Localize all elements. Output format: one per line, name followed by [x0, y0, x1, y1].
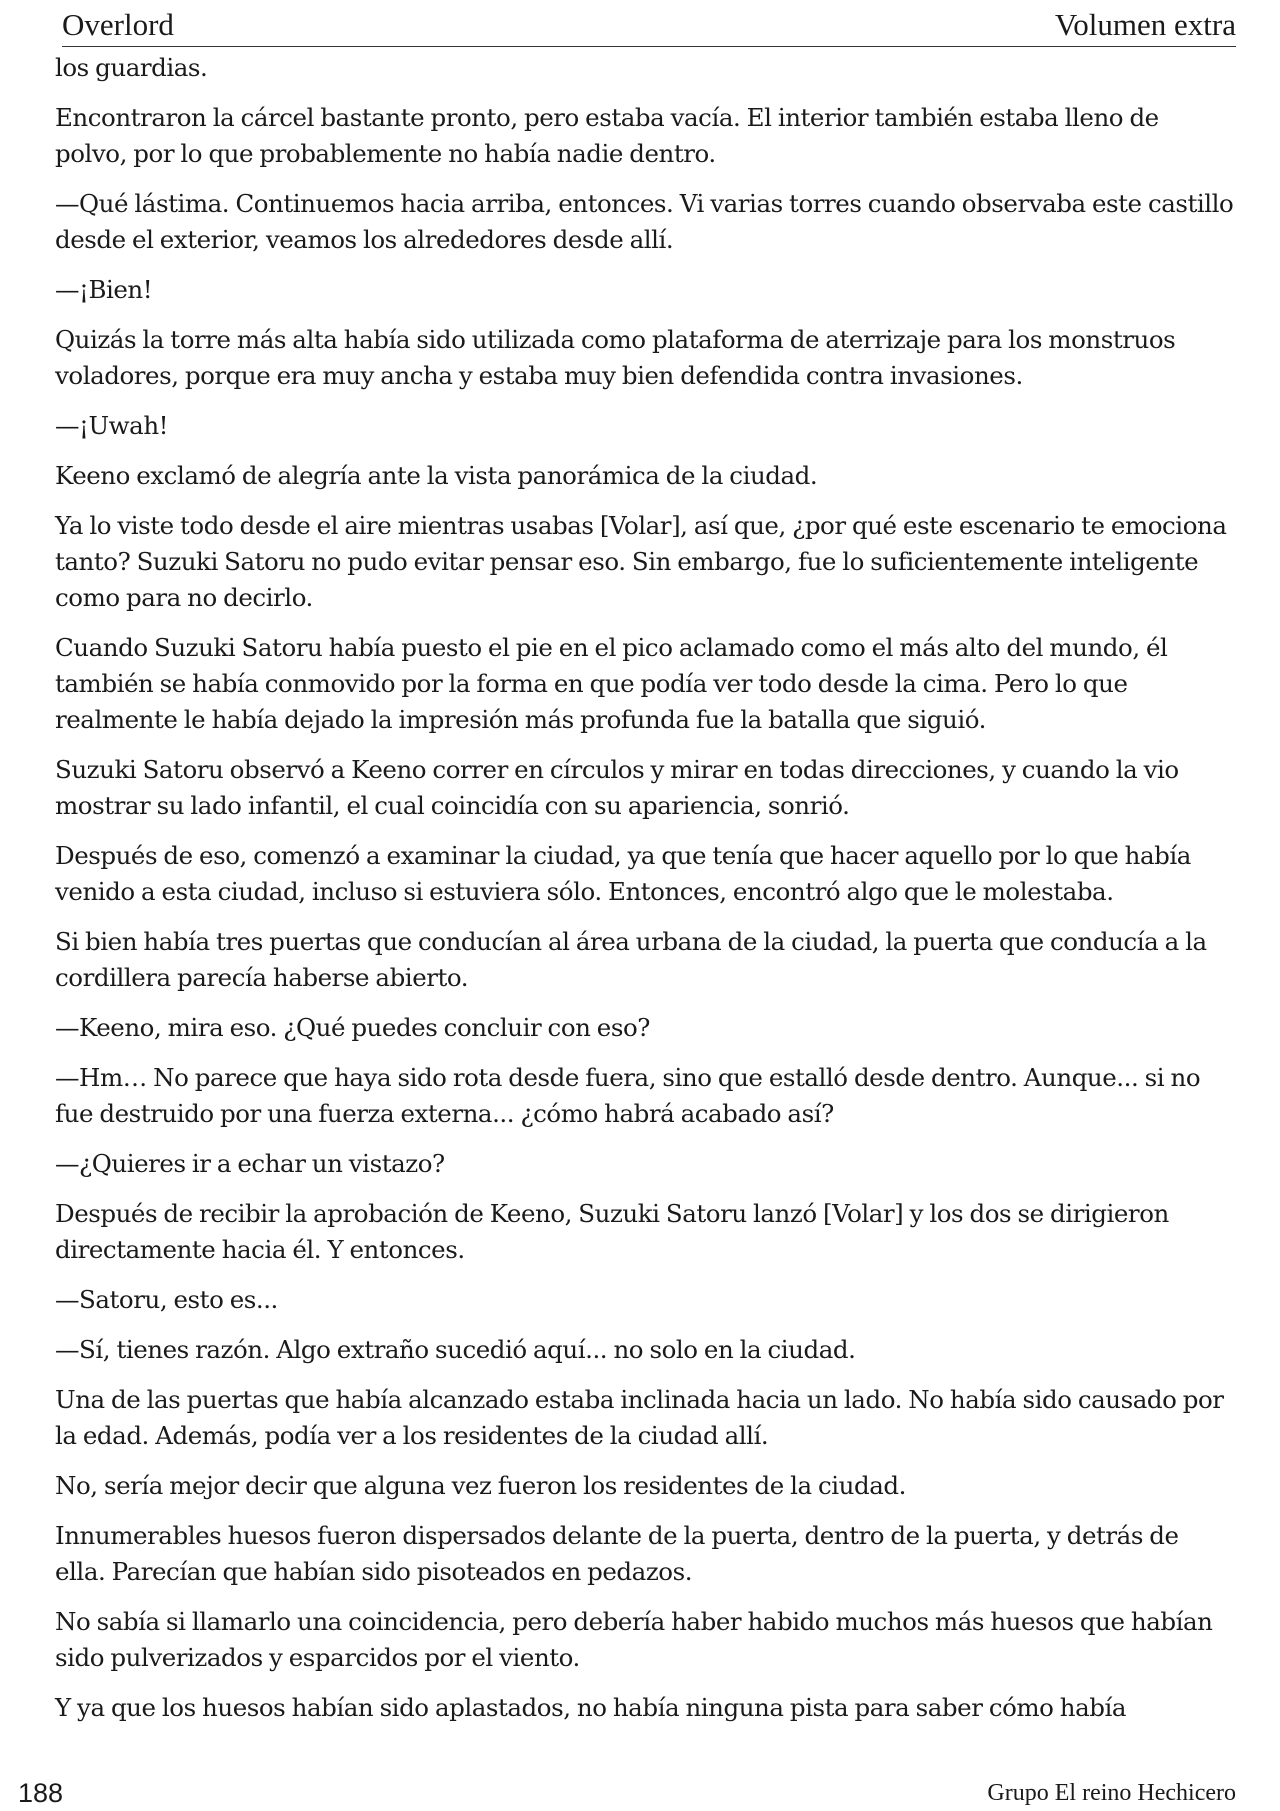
- paragraph: Si bien había tres puertas que conducían al área urbana de la ciudad, la puerta que conducía a la cordillera parecía haberse abierto.: [55, 927, 1207, 992]
- header-volume-title: Volumen extra: [1054, 7, 1236, 42]
- paragraph: Quizás la torre más alta había sido utilizada como plataforma de aterrizaje para los monstruos voladores, porque era muy ancha y estaba muy bien defendida contra invasiones.: [55, 325, 1176, 390]
- paragraph: —Keeno, mira eso. ¿Qué puedes concluir con eso?: [55, 1013, 650, 1042]
- paragraph: Encontraron la cárcel bastante pronto, pero estaba vacía. El interior también estaba lleno de polvo, por lo que probablemente no había nadie dentro.: [55, 103, 1159, 168]
- running-header: [62, 6, 1236, 47]
- paragraph: Keeno exclamó de alegría ante la vista panorámica de la ciudad.: [55, 461, 818, 490]
- paragraph: Cuando Suzuki Satoru había puesto el pie en el pico aclamado como el más alto del mundo, él también se había conmovido por la forma en que podía ver todo desde la cima. Pero lo que realmente le había dejado la impresión más profunda fue la batalla que siguió.: [55, 633, 1168, 734]
- header-series-title: Overlord: [62, 7, 174, 42]
- page-body: [55, 50, 1235, 1740]
- paragraph: Una de las puertas que había alcanzado estaba inclinada hacia un lado. No había sido causado por la edad. Además, podía ver a los residentes de la ciudad allí.: [55, 1385, 1224, 1450]
- footer-group-name: Grupo El reino Hechicero: [987, 1780, 1236, 1806]
- paragraph: Después de eso, comenzó a examinar la ciudad, ya que tenía que hacer aquello por lo que había venido a esta ciudad, incluso si estuviera sólo. Entonces, encontró algo que le molestaba.: [55, 841, 1191, 906]
- paragraph: No, sería mejor decir que alguna vez fueron los residentes de la ciudad.: [55, 1471, 906, 1500]
- page-number: 188: [18, 1778, 64, 1808]
- paragraph: —Qué lástima. Continuemos hacia arriba, entonces. Vi varias torres cuando observaba este castillo desde el exterior, veamos los alrededores desde allí.: [55, 189, 1234, 254]
- paragraph: —Sí, tienes razón. Algo extraño sucedió aquí... no solo en la ciudad.: [55, 1335, 856, 1364]
- paragraph: Y ya que los huesos habían sido aplastados, no había ninguna pista para saber cómo había: [55, 1693, 1127, 1722]
- paragraph: Ya lo viste todo desde el aire mientras usabas [Volar], así que, ¿por qué este escenario te emociona tanto? Suzuki Satoru no pudo evitar pensar eso. Sin embargo, fue lo suficientemente inteligente como para no decirlo.: [55, 511, 1227, 612]
- paragraph: Suzuki Satoru observó a Keeno correr en círculos y mirar en todas direcciones, y cuando la vio mostrar su lado infantil, el cual coincidía con su apariencia, sonrió.: [55, 755, 1179, 820]
- paragraph: —¡Bien!: [55, 275, 153, 304]
- paragraph: Innumerables huesos fueron dispersados delante de la puerta, dentro de la puerta, y detrás de ella. Parecían que habían sido pisoteados en pedazos.: [55, 1521, 1179, 1586]
- paragraph: —¿Quieres ir a echar un vistazo?: [55, 1149, 445, 1178]
- paragraph: Después de recibir la aprobación de Keeno, Suzuki Satoru lanzó [Volar] y los dos se dirigieron directamente hacia él. Y entonces.: [55, 1199, 1169, 1264]
- paragraph: —¡Uwah!: [55, 411, 169, 440]
- paragraph: —Hm… No parece que haya sido rota desde fuera, sino que estalló desde dentro. Aunque... si no fue destruido por una fuerza externa... ¿cómo habrá acabado así?: [55, 1063, 1201, 1128]
- paragraph: No sabía si llamarlo una coincidencia, pero debería haber habido muchos más huesos que habían sido pulverizados y esparcidos por el viento.: [55, 1607, 1213, 1672]
- paragraph: —Satoru, esto es...: [55, 1285, 278, 1314]
- paragraph: los guardias.: [55, 53, 208, 82]
